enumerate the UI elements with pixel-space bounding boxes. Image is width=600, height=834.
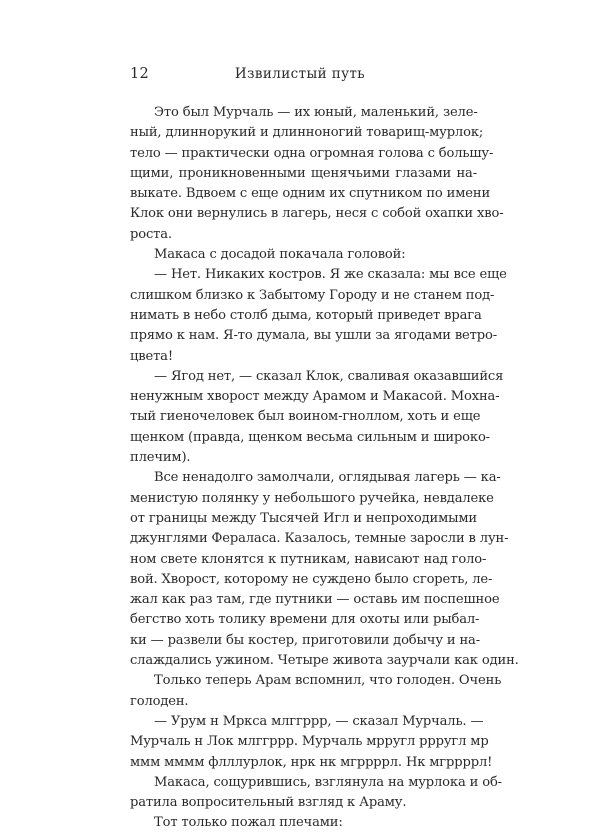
- text-line: Макаса, сощурившись, взглянула на мурлока и об-: [154, 774, 502, 790]
- text-line: тый гиеночеловек был воином-гноллом, хоть и еще: [130, 409, 481, 425]
- text-line: прямо к нам. Я-то думала, вы ушли за ягодами ветро-: [130, 328, 497, 344]
- text-line: — Нет. Никаких костров. Я же сказала: мы все еще: [154, 267, 507, 283]
- text-line: от границы между Тысячей Игл и непроходимыми: [130, 510, 477, 526]
- text-line: ный, длиннорукий и длинноногий товарищ-мурлок;: [130, 125, 484, 141]
- text-line: Клок они вернулись в лагерь, неся с собой охапки хво-: [130, 206, 504, 222]
- text-line: выкате. Вдвоем с еще одним их спутником по имени: [130, 186, 491, 202]
- text-line: плечим).: [130, 450, 191, 466]
- text-line: менистую полянку у небольшого ручейка, невдалеке: [130, 490, 494, 506]
- text-line: голоден.: [130, 693, 189, 709]
- text-line: бегство хоть толику времени для охоты или рыбал-: [130, 612, 480, 628]
- text-line: цвета!: [130, 348, 173, 364]
- text-line: джунглями Фераласа. Казалось, темные заросли в лун-: [130, 531, 509, 547]
- text-line: Это был Мурчаль — их юный, маленький, зеле-: [154, 105, 478, 120]
- text-line: Мурчаль н Лок млггррр. Мурчаль мрругл ррругл мр: [130, 734, 489, 750]
- text-line: ки — развели бы костер, приготовили добычу и на-: [130, 632, 480, 648]
- text-line: ном свете клонятся к путникам, нависают над голо-: [130, 551, 487, 567]
- page-number: 12: [130, 66, 150, 82]
- running-title: Извилистый путь: [234, 66, 366, 82]
- text-line: жал как раз там, где путники — оставь им поспешное: [130, 592, 500, 608]
- text-line: слишком близко к Забытому Городу и не станем под-: [130, 287, 495, 303]
- text-line: щенком (правда, щенком весьма сильным и широко-: [130, 429, 490, 445]
- text-line: вой. Хворост, которому не суждено было сгореть, ле-: [130, 571, 493, 587]
- text-line: — Урум н Мркса млггррр, — сказал Мурчаль. —: [154, 713, 484, 729]
- text-line: ненужным хворост между Арамом и Макасой. Мохна-: [130, 389, 500, 405]
- text-line: Все ненадолго замолчали, оглядывая лагерь — ка-: [154, 470, 501, 486]
- text-line: щими, проникновенными щенячьими глазами на-: [130, 165, 477, 181]
- text-line: Макаса с досадой покачала головой:: [154, 247, 406, 263]
- text-line: ммм мммм флллурлок, нрк нк мгррррл. Нк мгррррл!: [130, 754, 493, 770]
- text-line: тело — практически одна огромная голова с большу-: [130, 145, 494, 161]
- body-text: [130, 103, 519, 834]
- text-line: ратила вопросительный взгляд к Араму.: [130, 795, 407, 811]
- text-line: слаждались ужином. Четыре живота заурчали как один.: [130, 653, 519, 669]
- text-line: — Ягод нет, — сказал Клок, сваливая оказавшийся: [154, 368, 504, 384]
- text-line: Только теперь Арам вспомнил, что голоден. Очень: [154, 673, 502, 689]
- text-line: нимать в небо столб дыма, который приведет врага: [130, 307, 482, 323]
- text-line: роста.: [130, 226, 172, 242]
- text-line: Тот только пожал плечами:: [154, 815, 343, 831]
